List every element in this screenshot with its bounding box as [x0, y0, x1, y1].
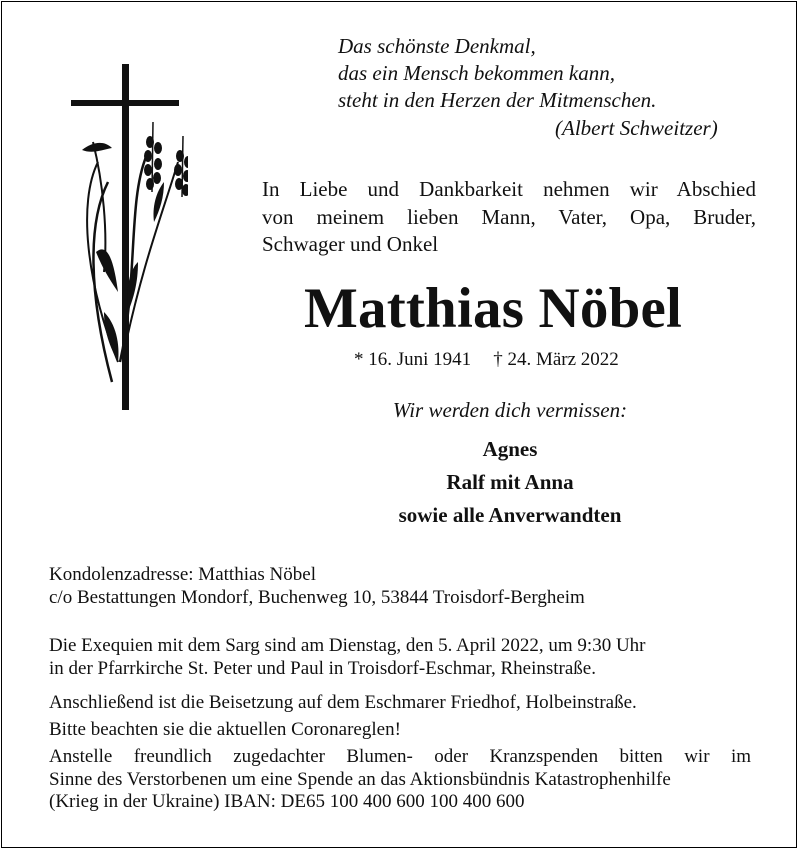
intro-line: Schwager und Onkel	[262, 232, 439, 256]
deceased-name: Matthias Nöbel	[304, 277, 683, 340]
exequien-notice	[49, 635, 751, 680]
birth-date: * 16. Juni 1941	[354, 349, 472, 370]
life-dates	[354, 348, 619, 372]
donation-line: (Krieg in der Ukraine) IBAN: DE65 100 400 600 100 400 600	[49, 791, 525, 812]
quote-line: Das schönste Denkmal,	[338, 34, 536, 58]
condolence-line: Kondolenzadresse: Matthias Nöbel	[49, 564, 316, 585]
intro-text	[262, 176, 756, 259]
intro-line: In Liebe und Dankbarkeit nehmen wir Abschied	[262, 177, 756, 201]
death-date: † 24. März 2022	[493, 349, 619, 370]
burial-notice	[49, 692, 751, 715]
exequien-line: in der Pfarrkirche St. Peter und Paul in Troisdorf-Eschmar, Rheinstraße.	[49, 657, 596, 679]
donation-notice	[49, 746, 751, 814]
intro-line: von meinem lieben Mann, Vater, Opa, Bruder,	[262, 204, 756, 229]
quote-author: (Albert Schweitzer)	[555, 116, 718, 140]
mourner-name: sowie alle Anverwandten	[398, 503, 622, 527]
obituary-card	[1, 1, 797, 848]
exequien-line: Die Exequien mit dem Sarg sind am Dienstag, den 5. April 2022, um 9:30 Uhr	[49, 635, 646, 656]
mourner-name: Ralf mit Anna	[446, 470, 574, 494]
corona-notice	[49, 719, 751, 742]
quote-line: das ein Mensch bekommen kann,	[338, 61, 615, 85]
cross-with-wheat-icon	[68, 62, 188, 412]
condolence-address	[49, 564, 751, 609]
mourners-heading: Wir werden dich vermissen:	[392, 398, 628, 422]
mourners-list	[302, 433, 718, 532]
mourner-name: Agnes	[482, 437, 538, 461]
quote-block	[338, 33, 656, 114]
quote-line: steht in den Herzen der Mitmenschen.	[338, 88, 657, 112]
donation-line: Anstelle freundlich zugedachter Blumen- oder Kranzspenden bitten wir im	[49, 746, 751, 767]
donation-line: Sinne des Verstorbenen um eine Spende an das Aktionsbündnis Katastrophenhilfe	[49, 768, 671, 790]
burial-line: Anschließend ist die Beisetzung auf dem Eschmarer Friedhof, Holbeinstraße.	[49, 692, 637, 713]
corona-line: Bitte beachten sie die aktuellen Coronareglen!	[49, 719, 401, 740]
condolence-line: c/o Bestattungen Mondorf, Buchenweg 10, 53844 Troisdorf-Bergheim	[49, 586, 585, 608]
